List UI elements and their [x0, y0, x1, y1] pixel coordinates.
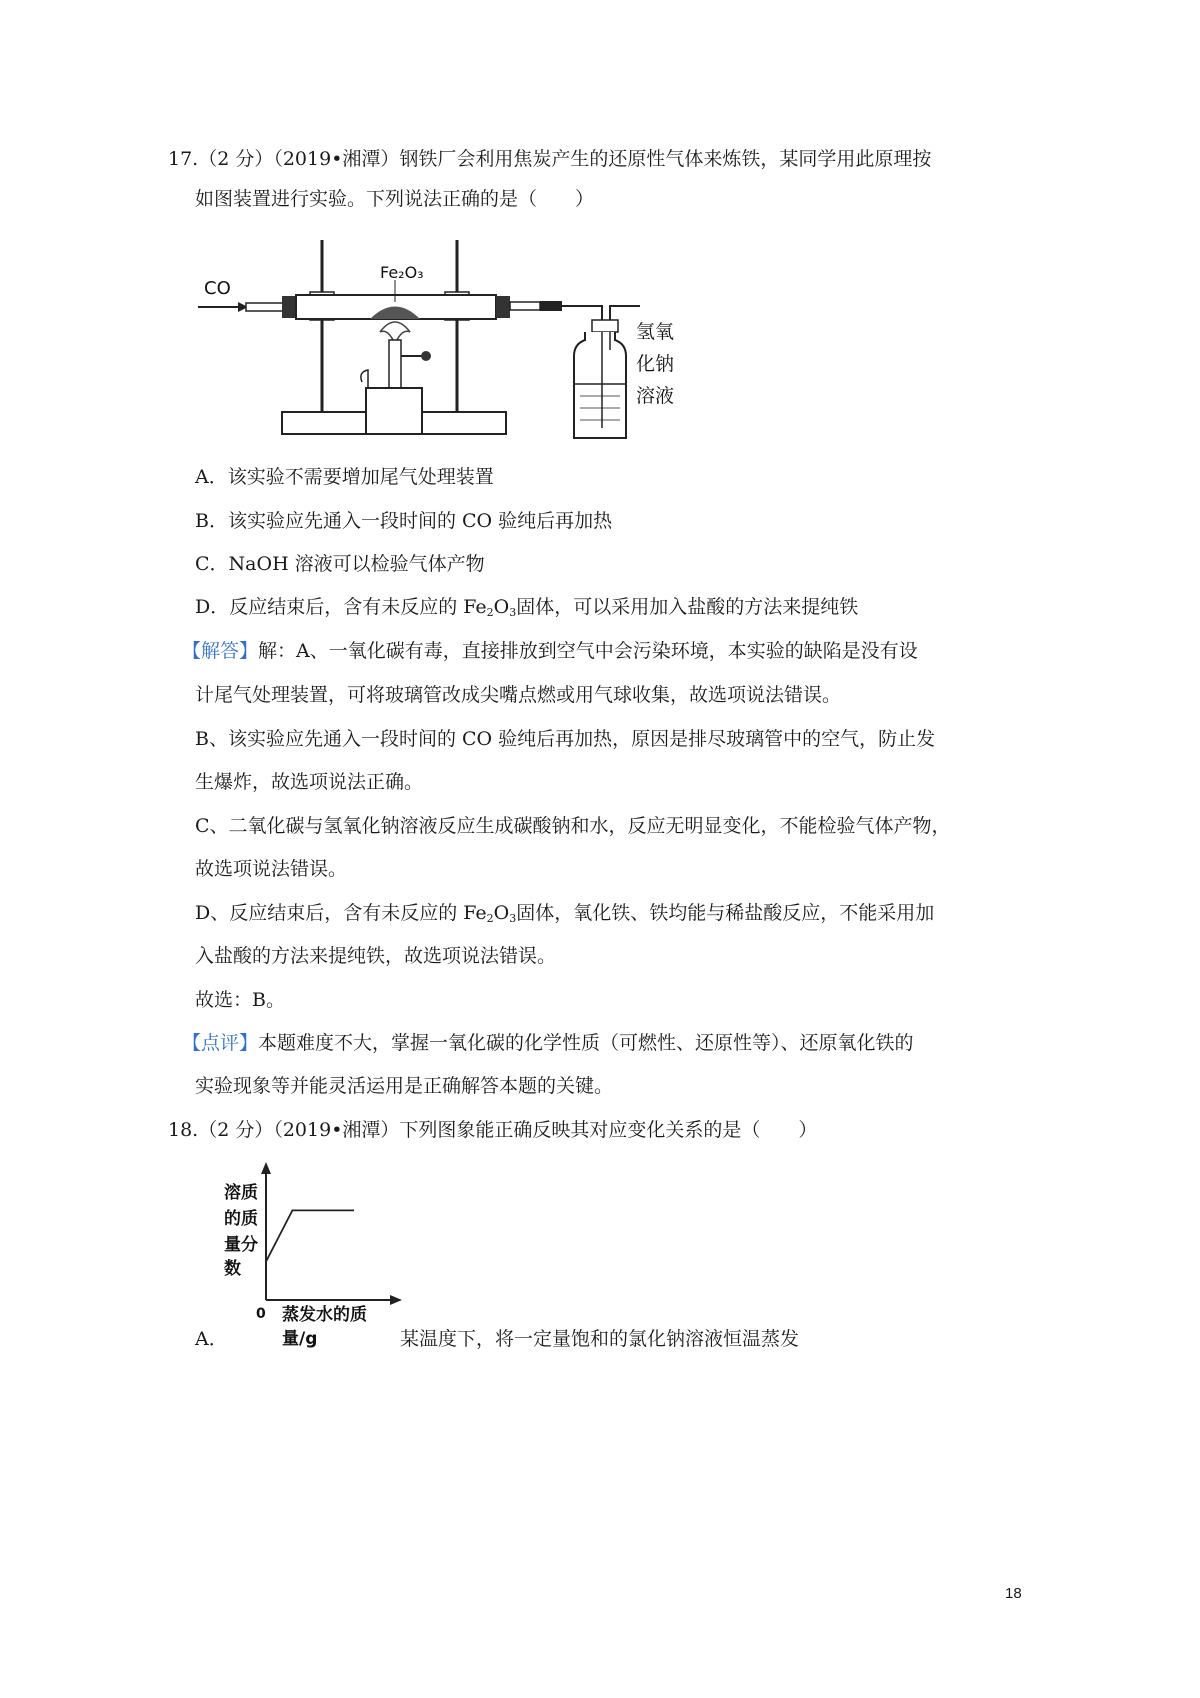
naoh-label-3: 溶液: [636, 385, 675, 407]
q18-option-a-graph: [220, 1158, 410, 1348]
answer-line-1: [182, 638, 918, 664]
answer-text-1: 解：A、一氧化碳有毒，直接排放到空气中会污染环境，本实验的缺陷是没有设: [258, 640, 918, 662]
bottle-stopper: [592, 320, 618, 332]
page-number: 18: [1005, 1585, 1022, 1602]
burner-tube: [389, 340, 401, 388]
q17-option-d-pre: D．反应结束后，含有未反应的 Fe: [195, 596, 487, 618]
burner-base: [366, 388, 422, 434]
wash-bottle: [574, 332, 626, 438]
answer-7-pre: D、反应结束后，含有未反应的 Fe: [195, 902, 487, 924]
comment-tag: 【点评】: [182, 1032, 259, 1054]
graph-ylabel-2: 的质: [224, 1209, 258, 1229]
answer-7-post: 固体，氧化铁、铁均能与稀盐酸反应，不能采用加: [516, 902, 935, 924]
answer-line-3: B、该实验应先通入一段时间的 CO 验纯后再加热，原因是排尽玻璃管中的空气，防止发: [195, 728, 936, 750]
answer-tag: 【解答】: [182, 640, 259, 662]
q17-stem-line1: 17.（2 分）（2019•湘潭）钢铁厂会利用焦炭产生的还原性气体来炼铁，某同学用此原理按: [168, 148, 932, 170]
left-stopper: [282, 296, 296, 318]
graph-y-arrow: [261, 1162, 271, 1174]
graph-origin: 0: [256, 1306, 266, 1322]
co-label: CO: [204, 278, 231, 299]
graph-ylabel-3: 量分: [224, 1235, 258, 1255]
answer-line-7: [195, 900, 934, 932]
q17-option-a: A．该实验不需要增加尾气处理装置: [195, 466, 494, 488]
right-stopper: [496, 296, 510, 318]
q17-option-d-sub2: 3: [509, 606, 517, 619]
answer-line-5: C、二氧化碳与氢氧化钠溶液反应生成碳酸钠和水，反应无明显变化，不能检验气体产物，: [195, 815, 951, 837]
answer-line-4: 生爆炸，故选项说法正确。: [195, 771, 424, 793]
answer-7-sub1: 2: [486, 912, 494, 925]
graph-series-line: [266, 1210, 354, 1261]
comment-line-1: [182, 1030, 914, 1056]
graph-ylabel-1: 溶质: [224, 1183, 258, 1203]
comment-line-2: 实验现象等并能灵活运用是正确解答本题的关键。: [195, 1075, 614, 1097]
right-stand-base: [418, 412, 506, 434]
answer-line-8: 入盐酸的方法来提纯铁，故选项说法错误。: [195, 945, 557, 967]
answer-line-2: 计尾气处理装置，可将玻璃管改成尖嘴点燃或用气球收集，故选项说法错误。: [195, 684, 842, 706]
graph-xlabel-1: 蒸发水的质: [282, 1305, 367, 1325]
fe2o3-label: Fe₂O₃: [380, 263, 424, 282]
left-stand-base: [282, 412, 372, 434]
q17-option-c: C．NaOH 溶液可以检验气体产物: [195, 553, 485, 575]
answer-line-6: 故选项说法错误。: [195, 858, 348, 880]
q17-option-d-sub1: 2: [486, 606, 494, 619]
graph-ylabel-4: 数: [224, 1259, 241, 1279]
naoh-label-1: 氢氧: [636, 321, 675, 343]
comment-text-1: 本题难度不大，掌握一氧化碳的化学性质（可燃性、还原性等）、还原氧化铁的: [258, 1032, 914, 1054]
q17-option-d-post: 固体，可以采用加入盐酸的方法来提纯铁: [516, 596, 859, 618]
graph-xlabel-2: 量/g: [282, 1329, 318, 1348]
q17-option-d: [195, 594, 858, 626]
q17-stem-line2: 如图装置进行实验。下列说法正确的是（ ）: [195, 188, 595, 210]
answer-7-o: O: [493, 902, 510, 924]
q18-option-a-text: 某温度下，将一定量饱和的氯化钠溶液恒温蒸发: [400, 1328, 800, 1350]
graph-x-arrow: [390, 1295, 402, 1305]
q18-option-a-label: A．: [195, 1328, 228, 1350]
q17-apparatus-figure: [190, 232, 690, 442]
answer-choice: 故选：B。: [195, 989, 285, 1011]
answer-7-sub2: 3: [509, 912, 517, 925]
naoh-label-2: 化钠: [636, 353, 675, 375]
q18-stem: 18.（2 分）（2019•湘潭）下列图象能正确反映其对应变化关系的是（ ）: [168, 1119, 818, 1141]
q17-option-d-o: O: [493, 596, 510, 618]
q17-option-b: B．该实验应先通入一段时间的 CO 验纯后再加热: [195, 510, 613, 532]
